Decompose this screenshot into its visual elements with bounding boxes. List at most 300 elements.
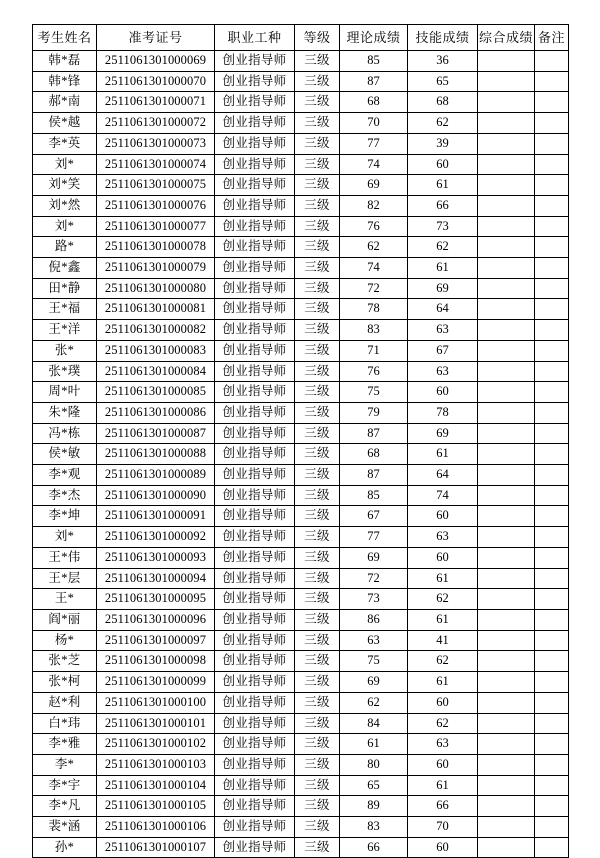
table-row: [33, 589, 569, 610]
cell-theory: 68: [340, 444, 408, 465]
table-row: [33, 754, 569, 775]
cell-name: 朱*隆: [33, 402, 97, 423]
cell-overall: [478, 320, 535, 341]
cell-skill: 60: [408, 754, 478, 775]
cell-overall: [478, 195, 535, 216]
cell-remark: [535, 485, 569, 506]
cell-level: 三级: [295, 837, 340, 858]
table-row: [33, 175, 569, 196]
cell-remark: [535, 817, 569, 838]
cell-remark: [535, 51, 569, 72]
cell-theory: 68: [340, 92, 408, 113]
cell-theory: 89: [340, 796, 408, 817]
cell-level: 三级: [295, 175, 340, 196]
cell-ticket: 2511061301000084: [97, 361, 215, 382]
cell-level: 三级: [295, 113, 340, 134]
cell-remark: [535, 278, 569, 299]
cell-remark: [535, 527, 569, 548]
cell-level: 三级: [295, 340, 340, 361]
cell-job: 创业指导师: [215, 320, 295, 341]
cell-skill: 61: [408, 175, 478, 196]
table-row: [33, 320, 569, 341]
cell-name: 韩*磊: [33, 51, 97, 72]
cell-remark: [535, 361, 569, 382]
table-row: [33, 154, 569, 175]
cell-skill: 60: [408, 837, 478, 858]
cell-skill: 62: [408, 651, 478, 672]
cell-theory: 74: [340, 154, 408, 175]
table-row: [33, 195, 569, 216]
cell-remark: [535, 340, 569, 361]
cell-remark: [535, 506, 569, 527]
cell-theory: 62: [340, 237, 408, 258]
cell-ticket: 2511061301000096: [97, 609, 215, 630]
cell-level: 三级: [295, 609, 340, 630]
cell-ticket: 2511061301000085: [97, 382, 215, 403]
cell-skill: 62: [408, 589, 478, 610]
cell-level: 三级: [295, 423, 340, 444]
table-row: [33, 609, 569, 630]
table-row: [33, 630, 569, 651]
cell-name: 张*: [33, 340, 97, 361]
cell-remark: [535, 589, 569, 610]
cell-theory: 83: [340, 320, 408, 341]
cell-skill: 61: [408, 258, 478, 279]
table-row: [33, 133, 569, 154]
cell-job: 创业指导师: [215, 630, 295, 651]
cell-job: 创业指导师: [215, 51, 295, 72]
table-row: [33, 278, 569, 299]
cell-ticket: 2511061301000091: [97, 506, 215, 527]
cell-name: 路*: [33, 237, 97, 258]
cell-overall: [478, 237, 535, 258]
cell-theory: 73: [340, 589, 408, 610]
cell-name: 郝*南: [33, 92, 97, 113]
table-row: [33, 485, 569, 506]
cell-overall: [478, 216, 535, 237]
column-header-remark: 备注: [535, 25, 569, 51]
cell-ticket: 2511061301000090: [97, 485, 215, 506]
table-row: [33, 340, 569, 361]
cell-overall: [478, 113, 535, 134]
cell-ticket: 2511061301000100: [97, 692, 215, 713]
cell-theory: 79: [340, 402, 408, 423]
cell-theory: 66: [340, 837, 408, 858]
cell-name: 李*观: [33, 465, 97, 486]
cell-overall: [478, 485, 535, 506]
cell-theory: 83: [340, 817, 408, 838]
cell-overall: [478, 175, 535, 196]
cell-job: 创业指导师: [215, 299, 295, 320]
cell-name: 刘*: [33, 216, 97, 237]
cell-remark: [535, 444, 569, 465]
cell-skill: 61: [408, 444, 478, 465]
cell-job: 创业指导师: [215, 609, 295, 630]
cell-level: 三级: [295, 692, 340, 713]
column-header-theory: 理论成绩: [340, 25, 408, 51]
cell-level: 三级: [295, 630, 340, 651]
cell-skill: 69: [408, 278, 478, 299]
cell-skill: 41: [408, 630, 478, 651]
cell-skill: 78: [408, 402, 478, 423]
cell-name: 刘*然: [33, 195, 97, 216]
cell-overall: [478, 796, 535, 817]
cell-name: 王*洋: [33, 320, 97, 341]
cell-theory: 62: [340, 692, 408, 713]
cell-ticket: 2511061301000075: [97, 175, 215, 196]
cell-remark: [535, 175, 569, 196]
cell-skill: 62: [408, 713, 478, 734]
table-row: [33, 568, 569, 589]
cell-job: 创业指导师: [215, 837, 295, 858]
cell-job: 创业指导师: [215, 651, 295, 672]
cell-name: 倪*鑫: [33, 258, 97, 279]
cell-remark: [535, 692, 569, 713]
cell-theory: 77: [340, 527, 408, 548]
table-body: [33, 51, 569, 858]
cell-remark: [535, 568, 569, 589]
cell-level: 三级: [295, 71, 340, 92]
cell-remark: [535, 630, 569, 651]
column-header-level: 等级: [295, 25, 340, 51]
cell-theory: 78: [340, 299, 408, 320]
cell-level: 三级: [295, 547, 340, 568]
cell-job: 创业指导师: [215, 713, 295, 734]
cell-level: 三级: [295, 817, 340, 838]
cell-level: 三级: [295, 237, 340, 258]
cell-skill: 64: [408, 299, 478, 320]
table-header-row: [33, 25, 569, 51]
cell-skill: 63: [408, 527, 478, 548]
cell-ticket: 2511061301000081: [97, 299, 215, 320]
cell-level: 三级: [295, 195, 340, 216]
cell-ticket: 2511061301000069: [97, 51, 215, 72]
cell-ticket: 2511061301000106: [97, 817, 215, 838]
cell-overall: [478, 361, 535, 382]
cell-level: 三级: [295, 734, 340, 755]
cell-level: 三级: [295, 651, 340, 672]
cell-level: 三级: [295, 775, 340, 796]
cell-skill: 61: [408, 568, 478, 589]
cell-name: 田*静: [33, 278, 97, 299]
cell-remark: [535, 465, 569, 486]
cell-name: 刘*: [33, 527, 97, 548]
table-row: [33, 258, 569, 279]
cell-skill: 65: [408, 71, 478, 92]
cell-remark: [535, 672, 569, 693]
cell-remark: [535, 133, 569, 154]
cell-name: 张*璞: [33, 361, 97, 382]
cell-skill: 67: [408, 340, 478, 361]
cell-ticket: 2511061301000088: [97, 444, 215, 465]
cell-level: 三级: [295, 754, 340, 775]
cell-theory: 87: [340, 71, 408, 92]
cell-overall: [478, 133, 535, 154]
column-header-job: 职业工种: [215, 25, 295, 51]
cell-ticket: 2511061301000098: [97, 651, 215, 672]
cell-ticket: 2511061301000083: [97, 340, 215, 361]
cell-overall: [478, 299, 535, 320]
cell-ticket: 2511061301000071: [97, 92, 215, 113]
cell-skill: 69: [408, 423, 478, 444]
cell-job: 创业指导师: [215, 71, 295, 92]
cell-overall: [478, 651, 535, 672]
cell-job: 创业指导师: [215, 465, 295, 486]
cell-overall: [478, 609, 535, 630]
cell-job: 创业指导师: [215, 402, 295, 423]
cell-skill: 60: [408, 382, 478, 403]
cell-remark: [535, 754, 569, 775]
cell-level: 三级: [295, 92, 340, 113]
cell-overall: [478, 754, 535, 775]
cell-ticket: 2511061301000105: [97, 796, 215, 817]
cell-skill: 60: [408, 692, 478, 713]
cell-ticket: 2511061301000076: [97, 195, 215, 216]
cell-theory: 75: [340, 382, 408, 403]
cell-name: 王*: [33, 589, 97, 610]
cell-ticket: 2511061301000099: [97, 672, 215, 693]
cell-skill: 61: [408, 609, 478, 630]
cell-theory: 72: [340, 278, 408, 299]
cell-remark: [535, 320, 569, 341]
cell-overall: [478, 382, 535, 403]
cell-job: 创业指导师: [215, 568, 295, 589]
cell-overall: [478, 568, 535, 589]
cell-job: 创业指导师: [215, 692, 295, 713]
table-row: [33, 361, 569, 382]
cell-ticket: 2511061301000092: [97, 527, 215, 548]
cell-overall: [478, 506, 535, 527]
cell-job: 创业指导师: [215, 506, 295, 527]
cell-overall: [478, 71, 535, 92]
cell-job: 创业指导师: [215, 754, 295, 775]
cell-skill: 63: [408, 361, 478, 382]
cell-skill: 60: [408, 154, 478, 175]
cell-name: 王*层: [33, 568, 97, 589]
table-row: [33, 71, 569, 92]
cell-ticket: 2511061301000103: [97, 754, 215, 775]
cell-remark: [535, 113, 569, 134]
cell-theory: 86: [340, 609, 408, 630]
cell-theory: 87: [340, 465, 408, 486]
cell-skill: 60: [408, 547, 478, 568]
cell-remark: [535, 775, 569, 796]
cell-skill: 61: [408, 775, 478, 796]
cell-job: 创业指导师: [215, 175, 295, 196]
cell-job: 创业指导师: [215, 340, 295, 361]
cell-skill: 64: [408, 465, 478, 486]
cell-level: 三级: [295, 278, 340, 299]
cell-remark: [535, 547, 569, 568]
cell-job: 创业指导师: [215, 361, 295, 382]
cell-job: 创业指导师: [215, 382, 295, 403]
cell-level: 三级: [295, 444, 340, 465]
cell-overall: [478, 527, 535, 548]
table-row: [33, 382, 569, 403]
cell-job: 创业指导师: [215, 113, 295, 134]
table-row: [33, 796, 569, 817]
cell-name: 赵*利: [33, 692, 97, 713]
cell-level: 三级: [295, 527, 340, 548]
cell-remark: [535, 734, 569, 755]
cell-overall: [478, 258, 535, 279]
cell-job: 创业指导师: [215, 817, 295, 838]
cell-remark: [535, 651, 569, 672]
cell-theory: 82: [340, 195, 408, 216]
cell-theory: 76: [340, 216, 408, 237]
cell-skill: 74: [408, 485, 478, 506]
cell-job: 创业指导师: [215, 92, 295, 113]
cell-ticket: 2511061301000107: [97, 837, 215, 858]
cell-name: 李*凡: [33, 796, 97, 817]
cell-overall: [478, 423, 535, 444]
cell-job: 创业指导师: [215, 237, 295, 258]
table-row: [33, 465, 569, 486]
cell-remark: [535, 423, 569, 444]
table-row: [33, 113, 569, 134]
cell-skill: 61: [408, 672, 478, 693]
table-row: [33, 713, 569, 734]
cell-name: 李*坤: [33, 506, 97, 527]
cell-name: 孙*: [33, 837, 97, 858]
cell-skill: 63: [408, 734, 478, 755]
cell-job: 创业指导师: [215, 444, 295, 465]
cell-job: 创业指导师: [215, 589, 295, 610]
cell-level: 三级: [295, 672, 340, 693]
cell-job: 创业指导师: [215, 195, 295, 216]
cell-ticket: 2511061301000077: [97, 216, 215, 237]
cell-level: 三级: [295, 361, 340, 382]
table-row: [33, 216, 569, 237]
table-row: [33, 51, 569, 72]
cell-ticket: 2511061301000104: [97, 775, 215, 796]
exam-score-table: [32, 24, 569, 858]
cell-remark: [535, 154, 569, 175]
cell-remark: [535, 216, 569, 237]
cell-theory: 67: [340, 506, 408, 527]
cell-overall: [478, 734, 535, 755]
cell-level: 三级: [295, 485, 340, 506]
cell-theory: 61: [340, 734, 408, 755]
cell-overall: [478, 51, 535, 72]
cell-name: 王*伟: [33, 547, 97, 568]
cell-name: 阎*丽: [33, 609, 97, 630]
cell-theory: 80: [340, 754, 408, 775]
cell-job: 创业指导师: [215, 258, 295, 279]
cell-overall: [478, 589, 535, 610]
cell-name: 李*英: [33, 133, 97, 154]
cell-remark: [535, 402, 569, 423]
cell-name: 韩*锋: [33, 71, 97, 92]
cell-ticket: 2511061301000101: [97, 713, 215, 734]
cell-remark: [535, 299, 569, 320]
cell-job: 创业指导师: [215, 278, 295, 299]
cell-ticket: 2511061301000078: [97, 237, 215, 258]
cell-remark: [535, 258, 569, 279]
cell-skill: 39: [408, 133, 478, 154]
cell-job: 创业指导师: [215, 216, 295, 237]
cell-remark: [535, 713, 569, 734]
cell-theory: 63: [340, 630, 408, 651]
cell-theory: 76: [340, 361, 408, 382]
cell-job: 创业指导师: [215, 527, 295, 548]
cell-name: 刘*: [33, 154, 97, 175]
table-row: [33, 692, 569, 713]
cell-ticket: 2511061301000094: [97, 568, 215, 589]
cell-job: 创业指导师: [215, 133, 295, 154]
column-header-overall: 综合成绩: [478, 25, 535, 51]
cell-ticket: 2511061301000097: [97, 630, 215, 651]
cell-level: 三级: [295, 320, 340, 341]
cell-level: 三级: [295, 713, 340, 734]
cell-skill: 60: [408, 506, 478, 527]
score-table-container: [32, 24, 568, 858]
cell-theory: 77: [340, 133, 408, 154]
cell-job: 创业指导师: [215, 775, 295, 796]
table-row: [33, 423, 569, 444]
cell-overall: [478, 278, 535, 299]
cell-job: 创业指导师: [215, 672, 295, 693]
cell-skill: 73: [408, 216, 478, 237]
cell-theory: 69: [340, 672, 408, 693]
cell-job: 创业指导师: [215, 485, 295, 506]
cell-overall: [478, 775, 535, 796]
table-row: [33, 734, 569, 755]
cell-remark: [535, 195, 569, 216]
cell-job: 创业指导师: [215, 547, 295, 568]
cell-name: 张*柯: [33, 672, 97, 693]
cell-overall: [478, 465, 535, 486]
cell-name: 李*杰: [33, 485, 97, 506]
table-header: [33, 25, 569, 51]
cell-level: 三级: [295, 506, 340, 527]
cell-name: 白*玮: [33, 713, 97, 734]
column-header-ticket: 准考证号: [97, 25, 215, 51]
cell-theory: 69: [340, 175, 408, 196]
cell-name: 侯*越: [33, 113, 97, 134]
cell-level: 三级: [295, 51, 340, 72]
cell-overall: [478, 630, 535, 651]
cell-ticket: 2511061301000087: [97, 423, 215, 444]
cell-skill: 68: [408, 92, 478, 113]
cell-level: 三级: [295, 796, 340, 817]
cell-level: 三级: [295, 258, 340, 279]
table-row: [33, 651, 569, 672]
cell-level: 三级: [295, 402, 340, 423]
cell-job: 创业指导师: [215, 796, 295, 817]
cell-overall: [478, 672, 535, 693]
cell-ticket: 2511061301000072: [97, 113, 215, 134]
cell-level: 三级: [295, 589, 340, 610]
cell-ticket: 2511061301000080: [97, 278, 215, 299]
table-row: [33, 817, 569, 838]
cell-name: 李*: [33, 754, 97, 775]
cell-remark: [535, 382, 569, 403]
cell-ticket: 2511061301000086: [97, 402, 215, 423]
cell-job: 创业指导师: [215, 423, 295, 444]
cell-ticket: 2511061301000093: [97, 547, 215, 568]
table-row: [33, 506, 569, 527]
cell-job: 创业指导师: [215, 154, 295, 175]
cell-level: 三级: [295, 299, 340, 320]
cell-ticket: 2511061301000074: [97, 154, 215, 175]
table-row: [33, 547, 569, 568]
table-row: [33, 775, 569, 796]
cell-theory: 65: [340, 775, 408, 796]
cell-level: 三级: [295, 568, 340, 589]
table-row: [33, 672, 569, 693]
cell-theory: 71: [340, 340, 408, 361]
